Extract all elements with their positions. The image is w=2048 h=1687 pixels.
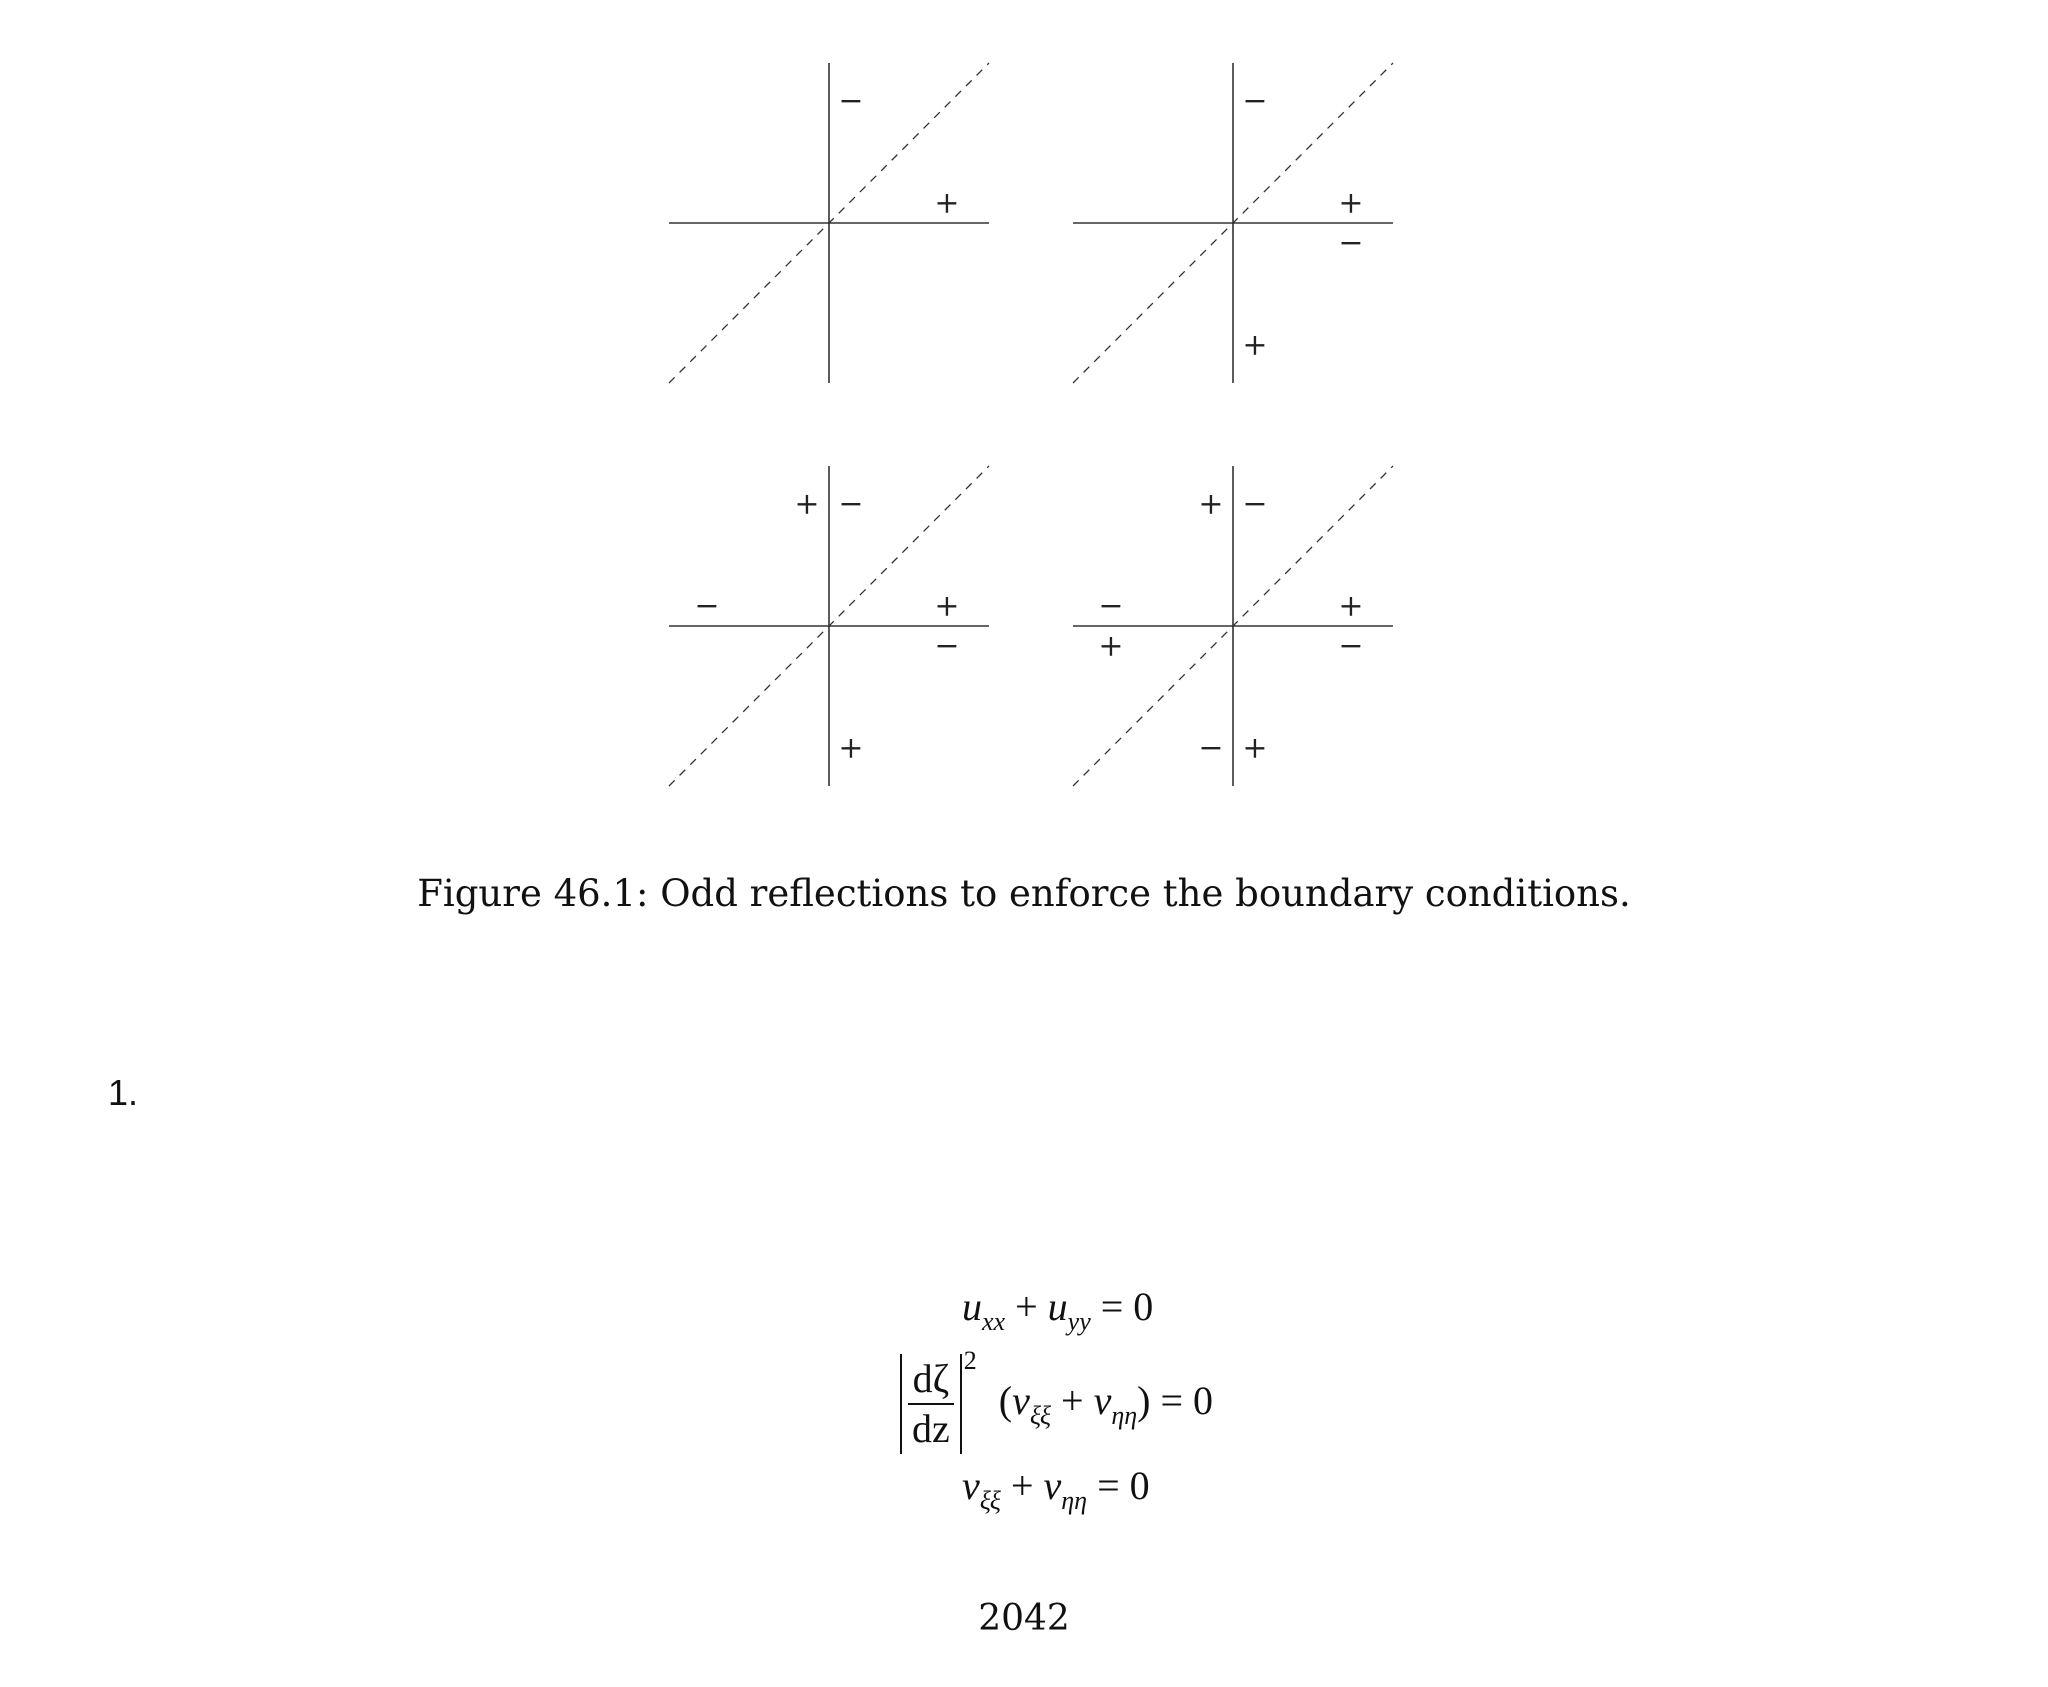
eq2-sub-etaeta: ηη bbox=[1111, 1401, 1138, 1430]
list-item-number: 1. bbox=[108, 1072, 139, 1113]
plus-sign: + bbox=[934, 185, 960, 221]
eq1-sub-xx: xx bbox=[982, 1307, 1006, 1336]
figure-caption: Figure 46.1: Odd reflections to enforce the boundary conditions. bbox=[417, 872, 1631, 915]
abs-bar-right bbox=[960, 1354, 962, 1454]
minus-sign: − bbox=[1098, 588, 1124, 624]
plus-sign: + bbox=[1198, 486, 1224, 522]
minus-sign: − bbox=[1198, 730, 1224, 766]
plus-sign: + bbox=[838, 730, 864, 766]
minus-sign: − bbox=[1242, 486, 1268, 522]
eq2-open-paren: ( bbox=[998, 1378, 1013, 1423]
plus-sign: + bbox=[794, 486, 820, 522]
plus-sign: + bbox=[1098, 628, 1124, 664]
eq3-v2: v bbox=[1043, 1463, 1062, 1508]
plus-sign: + bbox=[934, 588, 960, 624]
minus-sign: − bbox=[838, 83, 864, 119]
equation-laplace-xy bbox=[962, 1283, 1153, 1337]
panel-top-right bbox=[1073, 63, 1393, 383]
plus-sign: + bbox=[1242, 327, 1268, 363]
abs-derivative bbox=[900, 1354, 962, 1454]
eq3-sub-xixi: ξξ bbox=[979, 1486, 1001, 1515]
eq2-v: v bbox=[1012, 1378, 1030, 1423]
eq2-equals: = 0 bbox=[1160, 1378, 1214, 1423]
fraction-numerator: dζ bbox=[912, 1356, 950, 1401]
eq2-sub-xixi: ξξ bbox=[1029, 1401, 1052, 1430]
minus-sign: − bbox=[694, 588, 720, 624]
plus-sign: + bbox=[1242, 730, 1268, 766]
minus-sign: − bbox=[1338, 628, 1364, 664]
eq3-plus: + bbox=[1010, 1463, 1034, 1508]
derivative-fraction bbox=[908, 1355, 954, 1453]
page-number: 2042 bbox=[978, 1598, 1070, 1639]
exponent: 2 bbox=[963, 1346, 977, 1376]
reflection-figure bbox=[0, 0, 2048, 820]
panel-bottom-right bbox=[1073, 466, 1393, 786]
minus-sign: − bbox=[934, 628, 960, 664]
eq1-u2: u bbox=[1047, 1284, 1068, 1329]
abs-bar-left bbox=[900, 1354, 902, 1454]
equation-laplace-xieta bbox=[962, 1462, 1150, 1516]
eq3-v: v bbox=[962, 1463, 980, 1508]
eq2-rhs bbox=[998, 1378, 1214, 1430]
minus-sign: − bbox=[838, 486, 864, 522]
minus-sign: − bbox=[1338, 225, 1364, 261]
eq3-equals: = 0 bbox=[1097, 1463, 1150, 1508]
eq1-equals: = 0 bbox=[1100, 1284, 1154, 1329]
plus-sign: + bbox=[1338, 588, 1364, 624]
eq2-plus: + bbox=[1061, 1378, 1084, 1423]
panel-top-left bbox=[669, 63, 989, 383]
eq2-close-paren: ) bbox=[1137, 1378, 1151, 1423]
eq2-v2: v bbox=[1093, 1378, 1112, 1423]
eq1-sub-yy: yy bbox=[1067, 1307, 1091, 1336]
fraction-denominator: dz bbox=[908, 1403, 954, 1453]
eq1-u: u bbox=[962, 1284, 982, 1329]
panel-bottom-left bbox=[669, 466, 989, 786]
plus-sign: + bbox=[1338, 185, 1364, 221]
eq1-plus: + bbox=[1015, 1284, 1038, 1329]
minus-sign: − bbox=[1242, 83, 1268, 119]
equation-conformal-laplace bbox=[900, 1346, 1214, 1464]
eq3-sub-etaeta: ηη bbox=[1061, 1486, 1088, 1515]
